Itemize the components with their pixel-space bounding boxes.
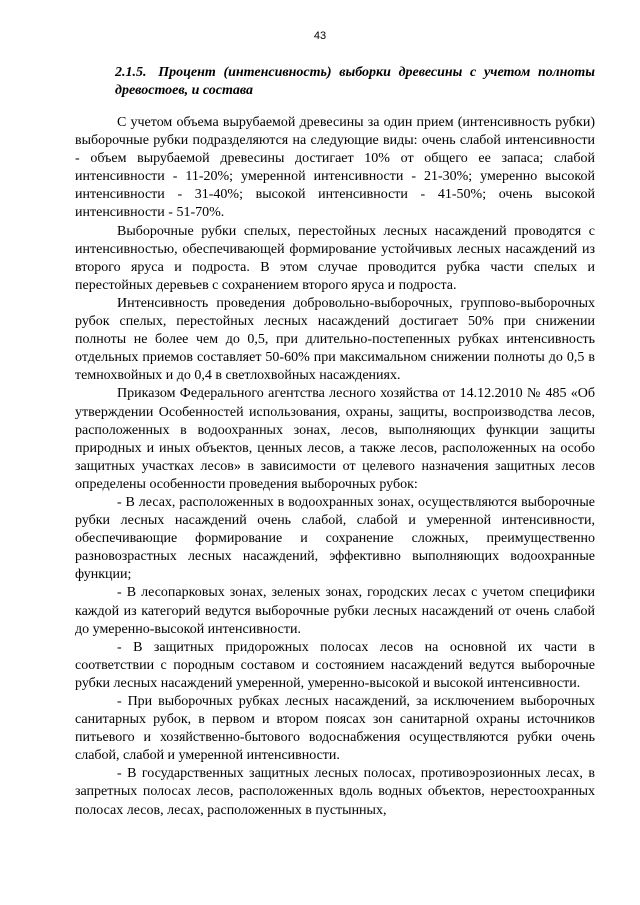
paragraph-intensity-types: С учетом объема вырубаемой древесины за один прием (интенсивность рубки) выборочные рубки подразделяются на следующие виды: очень слабой интенсивности - объем вырубаемой древесины достигает 10% от общего ее запаса; слабой интенсивности - 11-20%; умеренной интенсивности - 21-30%; умеренно высокой интенсивности - 31-40%; высокой интенсивности - 41-50%; очень высокой интенсивности - 51-70%.: [75, 115, 595, 221]
list-item-water-protection: - В лесах, расположенных в водоохранных зонах, осуществляются выборочные рубки лесных насаждений очень слабой, слабой и умеренной интенсивности, обеспечивающие формирование и сохранение сложных, преимущественно разновозрастных лесных насаждений, эффективно выполняющих водоохранные функции;: [75, 494, 595, 583]
section-heading: [115, 64, 595, 100]
section-title: Процент (интенсивность) выборки древесины с учетом полноты древостоев, и состава: [115, 65, 596, 98]
list-item-state-belts: - В государственных защитных лесных полосах, противоэрозионных лесах, в запретных полосах лесов, расположенных вдоль водных объектов, нерестоохранных полосах лесов, лесах, расположенных в пустынных,: [75, 766, 595, 818]
list-item-forest-park: - В лесопарковых зонах, зеленых зонах, городских лесах с учетом специфики каждой из категорий ведутся выборочные рубки лесных насаждений от очень слабой до умеренно-высокой интенсивности.: [75, 585, 595, 637]
list-item-sanitary-zones: - При выборочных рубках лесных насаждений, за исключением выборочных санитарных рубок, в первом и втором поясах зон санитарной охраны источников питьевого и хозяйственно-бытового водоснабжения осуществляются рубки очень слабой, слабой и умеренной интенсивности.: [75, 694, 595, 764]
section-number: 2.1.5.: [115, 65, 147, 80]
page-number: 43: [313, 30, 327, 42]
paragraph-order-485: Приказом Федерального агентства лесного хозяйства от 14.12.2010 № 485 «Об утверждении Особенностей использования, охраны, защиты, воспроизводства лесов, расположенных в водоохранных зонах, лесов, выполняющих функции защиты природных и иных объектов, ценных лесов, а также лесов, расположенных на особо защитных участках лесов» в зависимости от целевого назначения защитных лесов определены особенности проведения выборочных рубок:: [75, 386, 595, 492]
body-text: [75, 114, 595, 820]
list-item-roadside: - В защитных придорожных полосах лесов на основной их части в соответствии с породным составом и состоянием насаждений ведутся выборочные рубки лесных насаждений умеренной, умеренно-высокой и высокой интенсивности.: [75, 639, 595, 691]
paragraph-ripe-stands: Выборочные рубки спелых, перестойных лесных насаждений проводятся с интенсивностью, обеспечивающей формирование устойчивых лесных насаждений из второго яруса и подроста. В этом случае проводится рубка части спелых и перестойных деревьев с сохранением второго яруса и подроста.: [75, 223, 595, 293]
paragraph-group-selective: Интенсивность проведения добровольно-выборочных, группово-выборочных рубок спелых, перестойных лесных насаждений достигает 50% при снижении полноты не более чем до 0,5, при длительно-постепенных рубках интенсивность отдельных приемов составляет 50-60% при максимальном снижении полноты до 0,5 в темнохвойных и до 0,4 в светлохвойных насаждениях.: [75, 295, 595, 384]
